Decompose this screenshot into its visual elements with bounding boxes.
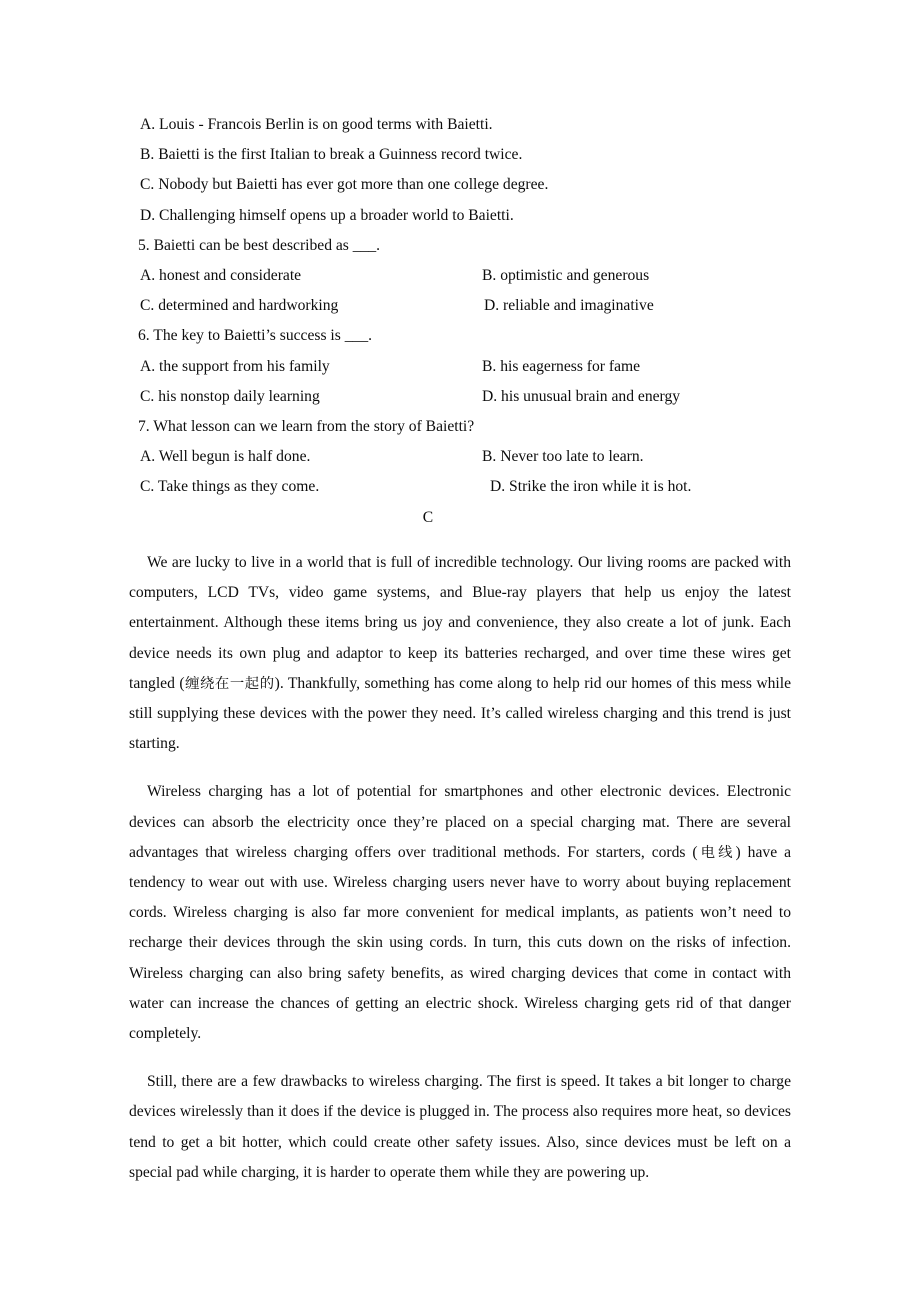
question-7-stem: 7. What lesson can we learn from the story of Baietti? [138,417,475,435]
option-7b: B. Never too late to learn. [482,448,644,466]
option-5a: A. honest and considerate [140,266,302,284]
option-6d: D. his unusual brain and energy [482,387,681,405]
option-6a: A. the support from his family [140,357,330,375]
section-letter-heading: C [422,509,434,526]
option-7a: A. Well begun is half done. [140,448,311,466]
passage-paragraph-2: Wireless charging has a lot of potential for smartphones and other electronic devices. Electronic devices can absorb the electricity once they’re placed on a special charging mat. There are several advantages that wireless charging offers over traditional methods. For starters, cords (电线) have a tendency to wear out with use. Wireless charging users never have to worry about buying replacement cords. Wireless charging is also far more convenient for medical implants, as patients won’t need to recharge their devices through the skin using cords. In turn, this cuts down on the risks of infection. Wireless charging can also bring safety benefits, as wired charging devices that come in contact with water can increase the chances of getting an electric shock. Wireless charging gets rid of that danger completely. [129,783,791,1043]
multiple-choice-block [129,110,809,502]
option-6c: C. his nonstop daily learning [140,387,320,405]
option-6b: B. his eagerness for fame [482,357,641,375]
question-5-stem: 5. Baietti can be best described as ___. [138,236,381,254]
question-7-options-row-1 [129,442,809,472]
chinese-gloss: 缠绕在一起的 [184,675,275,692]
question-5-options-row-1 [129,261,809,291]
option-4c: C. Nobody but Baietti has ever got more than one college degree. [140,176,549,194]
chinese-gloss: 电线 [697,844,736,861]
question-6-stem: 6. The key to Baietti’s success is ___. [138,327,373,345]
question-7-options-row-2 [129,472,809,502]
option-5d: D. reliable and imaginative [484,297,654,315]
option-7d: D. Strike the iron while it is hot. [490,478,692,496]
option-4a: A. Louis - Francois Berlin is on good terms with Baietti. [140,116,493,133]
option-4b: B. Baietti is the first Italian to break a Guinness record twice. [140,146,523,164]
option-5c: C. determined and hardworking [140,297,339,315]
passage-paragraph-3: Still, there are a few drawbacks to wireless charging. The first is speed. It takes a bit longer to charge devices wirelessly than it does if the device is plugged in. The process also requires more heat, so devices tend to get a bit hotter, which could create other safety issues. Also, since devices must be left on a special pad while charging, it is harder to operate them while they are powering up. [129,1073,791,1181]
question-6-options-row-1 [129,352,809,382]
option-4d: D. Challenging himself opens up a broader world to Baietti. [140,206,514,224]
passage-paragraph-1: We are lucky to live in a world that is full of incredible technology. Our living rooms are packed with computers, LCD TVs, video game systems, and Blue-ray players that help us enjoy the latest entertainment. Although these items bring us joy and convenience, they also create a lot of junk. Each device needs its own plug and adaptor to keep its batteries recharged, and over time these wires get tangled (缠绕在一起的). Thankfully, something has come along to help rid our homes of this mess while still supplying these devices with the power they need. It’s called wireless charging and this trend is just starting. [129,554,791,753]
reading-passage [129,548,791,1188]
option-5b: B. optimistic and generous [482,266,650,284]
question-6-options-row-2 [129,382,809,412]
question-5-options-row-2 [129,291,809,321]
option-7c: C. Take things as they come. [140,478,320,496]
